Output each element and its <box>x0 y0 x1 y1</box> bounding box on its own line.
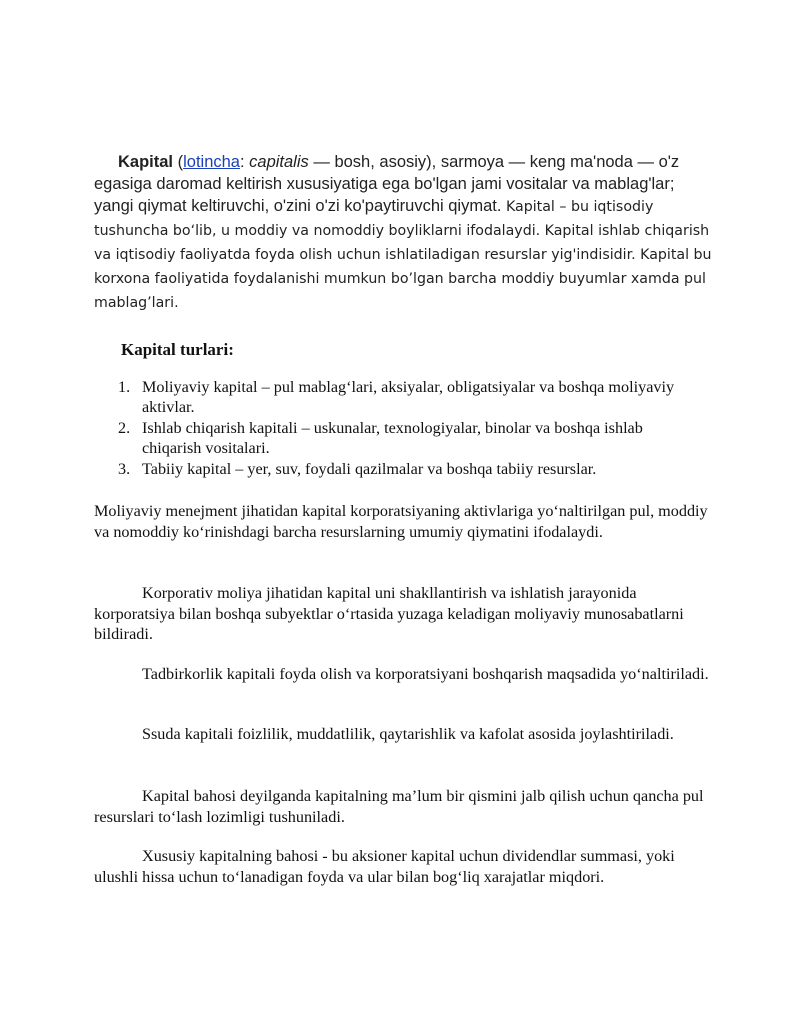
colon: : <box>239 153 250 171</box>
intro-paragraph <box>94 151 714 315</box>
paragraph-loan-capital <box>94 724 714 745</box>
list-number: 1. <box>118 378 131 396</box>
paragraph-text: Ssuda kapitali foizlilik, muddatlilik, qaytarishlik va kafolat asosida joylashtiriladi. <box>142 725 674 743</box>
list-text: Tabiiy kapital – yer, suv, foydali qazilmalar va boshqa tabiiy resurslar. <box>142 460 597 478</box>
types-list <box>118 377 698 480</box>
list-number: 3. <box>118 460 131 478</box>
paragraph-capital-cost <box>94 786 714 827</box>
paragraph-financial-management <box>94 501 714 542</box>
list-item <box>118 418 698 458</box>
list-item <box>118 377 698 417</box>
term-kapital: Kapital <box>118 153 174 171</box>
open-paren: ( <box>173 153 184 171</box>
list-text: Moliyaviy kapital – pul mablag‘lari, aksiyalar, obligatsiyalar va boshqa moliyaviy aktivlar. <box>142 378 675 416</box>
types-heading: Kapital turlari: <box>121 340 234 359</box>
lotincha-link[interactable]: lotincha <box>183 153 240 171</box>
paragraph-text: Moliyaviy menejment jihatidan kapital korporatsiyaning aktivlariga yo‘naltirilgan pul, moddiy va nomoddiy ko‘rinishdagi barcha resurslarning umumiy qiymatini ifodalaydi. <box>94 502 708 541</box>
paragraph-text: Korporativ moliya jihatidan kapital uni shakllantirish va ishlatish jarayonida korporatsiya bilan boshqa subyektlar o‘rtasida yuzaga keladigan moliyaviy munosabatlarni bildiradi. <box>94 584 684 643</box>
definition-text: — bosh, asosiy), sarmoya — keng ma'noda — o'z egasiga daromad keltirish xususiyatiga ega bo'lgan jami vositalar va mablag'lar; yangi qiymat keltiruvchi, o'zini o'zi ko'paytiruvchi qiymat. <box>94 153 680 215</box>
paragraph-entrepreneurial <box>94 664 714 685</box>
definition-continuation: Kapital – bu iqtisodiy tushuncha bo‘lib, u moddiy va nomoddiy boyliklarni ifodalaydi. Kapital ishlab chiqarish va iqtisodiy faoliyatda foyda olish uchun ishlatiladigan resurslar yig'indisidir. Kapital bu korxona faoliyatida foydalanishi mumkun bo’lgan barcha moddiy buyumlar xamda pul mablag’lari. <box>94 199 712 311</box>
paragraph-text: Kapital bahosi deyilganda kapitalning ma’lum bir qismini jalb qilish uchun qancha pul resurslari to‘lash lozimligi tushuniladi. <box>94 787 704 826</box>
paragraph-private-capital-cost <box>94 846 714 887</box>
latin-word: capitalis <box>249 153 309 171</box>
paragraph-text: Xususiy kapitalning bahosi - bu aksioner kapital uchun dividendlar summasi, yoki ulushli hissa uchun to‘lanadigan foyda va ular bilan bog‘liq xarajatlar miqdori. <box>94 847 675 886</box>
list-item <box>118 459 698 479</box>
list-number: 2. <box>118 419 131 437</box>
paragraph-corporate-finance <box>94 583 714 645</box>
paragraph-text: Tadbirkorlik kapitali foyda olish va korporatsiyani boshqarish maqsadida yo‘naltiriladi. <box>142 665 709 683</box>
list-text: Ishlab chiqarish kapitali – uskunalar, texnologiyalar, binolar va boshqa ishlab chiqarish vositalari. <box>142 419 643 457</box>
